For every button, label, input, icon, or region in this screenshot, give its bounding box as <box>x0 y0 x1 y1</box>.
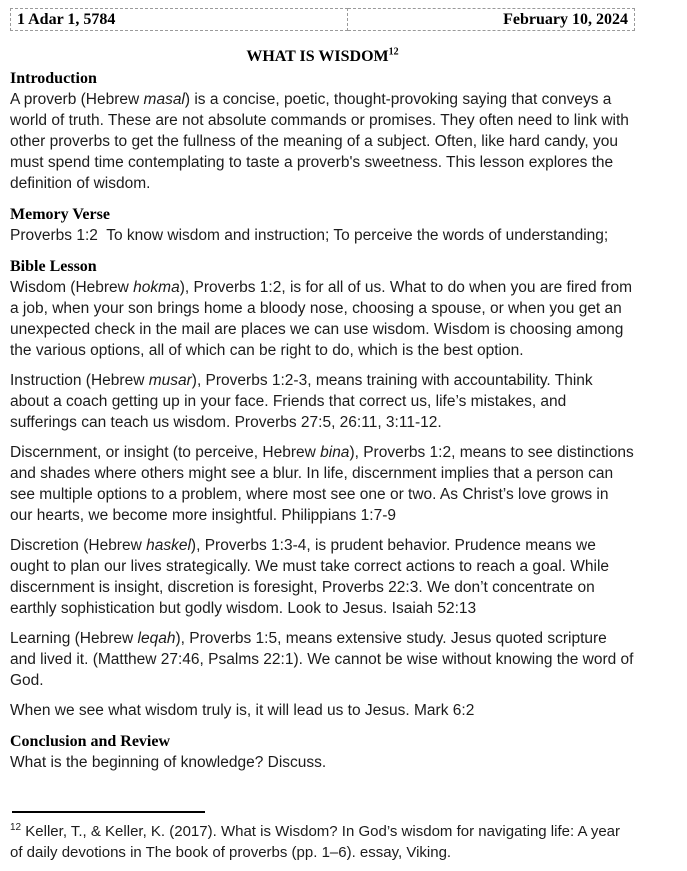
paragraph: When we see what wisdom truly is, it will lead us to Jesus. Mark 6:2 <box>10 702 475 719</box>
section-heading: Conclusion and Review <box>10 733 171 750</box>
document-title <box>10 46 635 67</box>
footnote <box>10 821 635 863</box>
section-bible-lesson <box>10 255 639 730</box>
header-cell-gregorian-date: February 10, 2024 <box>348 9 635 31</box>
section-introduction <box>10 67 635 203</box>
footnote-ref: 12 <box>10 822 22 833</box>
paragraph: What is the beginning of knowledge? Discuss. <box>10 754 327 771</box>
header-table <box>10 8 635 31</box>
paragraph: Discernment, or insight (to perceive, Hebrew bina), Proverbs 1:2, means to see distinctions and shades where others might see a blur. In life, discernment implies that a person can see multiple options to a problem, where most see one or two. As Christ’s love grows in our hearts, we become more insightful. Philippians 1:7-9 <box>10 444 639 524</box>
section-memory-verse <box>10 203 635 255</box>
footnote-area <box>10 811 635 863</box>
footnote-separator <box>12 811 205 813</box>
header-cell-hebrew-date: 1 Adar 1, 5784 <box>11 9 348 31</box>
paragraph: Proverbs 1:2 To know wisdom and instruction; To perceive the words of understanding; <box>10 227 609 244</box>
paragraph: Wisdom (Hebrew hokma), Proverbs 1:2, is for all of us. What to do when you are fired from a job, when your son brings home a bloody nose, choosing a spouse, or when you get an unexpected check in the mail are places we can use wisdom. Wisdom is choosing among the various options, all of which can be right to do, which is the best option. <box>10 279 637 359</box>
section-conclusion-and-review <box>10 730 635 782</box>
section-heading: Memory Verse <box>10 206 110 223</box>
footnote-citation-text: Keller, T., & Keller, K. (2017). What is Wisdom? In God’s wisdom for navigating life: A year of daily devotions in The book of proverbs (pp. 1–6). essay, Viking. <box>10 823 625 861</box>
paragraph: Discretion (Hebrew haskel), Proverbs 1:3-4, is prudent behavior. Prudence means we ought to plan our lives strategically. We must take correct actions to reach a goal. While discernment is insight, discretion is foresight, Proverbs 22:3. We don’t concentrate on earthly sophistication but godly wisdom. Look to Jesus. Isaiah 52:13 <box>10 537 614 617</box>
paragraph: Learning (Hebrew leqah), Proverbs 1:5, means extensive study. Jesus quoted scripture and lived it. (Matthew 27:46, Psalms 22:1). We cannot be wise without knowing the word of God. <box>10 630 638 689</box>
header-row <box>11 9 635 31</box>
section-heading: Bible Lesson <box>10 258 97 275</box>
section-heading: Introduction <box>10 70 97 87</box>
title-footnote-ref: 12 <box>388 46 399 58</box>
paragraph: A proverb (Hebrew masal) is a concise, poetic, thought-provoking saying that conveys a world of truth. These are not absolute commands or promises. They often need to link with other proverbs to get the fullness of the meaning of a subject. Often, like hard candy, you must spend time contemplating to taste a proverb's sweetness. This lesson explores the definition of wisdom. <box>10 91 634 192</box>
paragraph: Instruction (Hebrew musar), Proverbs 1:2-3, means training with accountability. Think about a coach getting up in your face. Friends that correct us, life’s mistakes, and sufferings can teach us wisdom. Proverbs 27:5, 26:11, 3:11-12. <box>10 372 597 431</box>
document-title-text: WHAT IS WISDOM <box>246 48 389 65</box>
